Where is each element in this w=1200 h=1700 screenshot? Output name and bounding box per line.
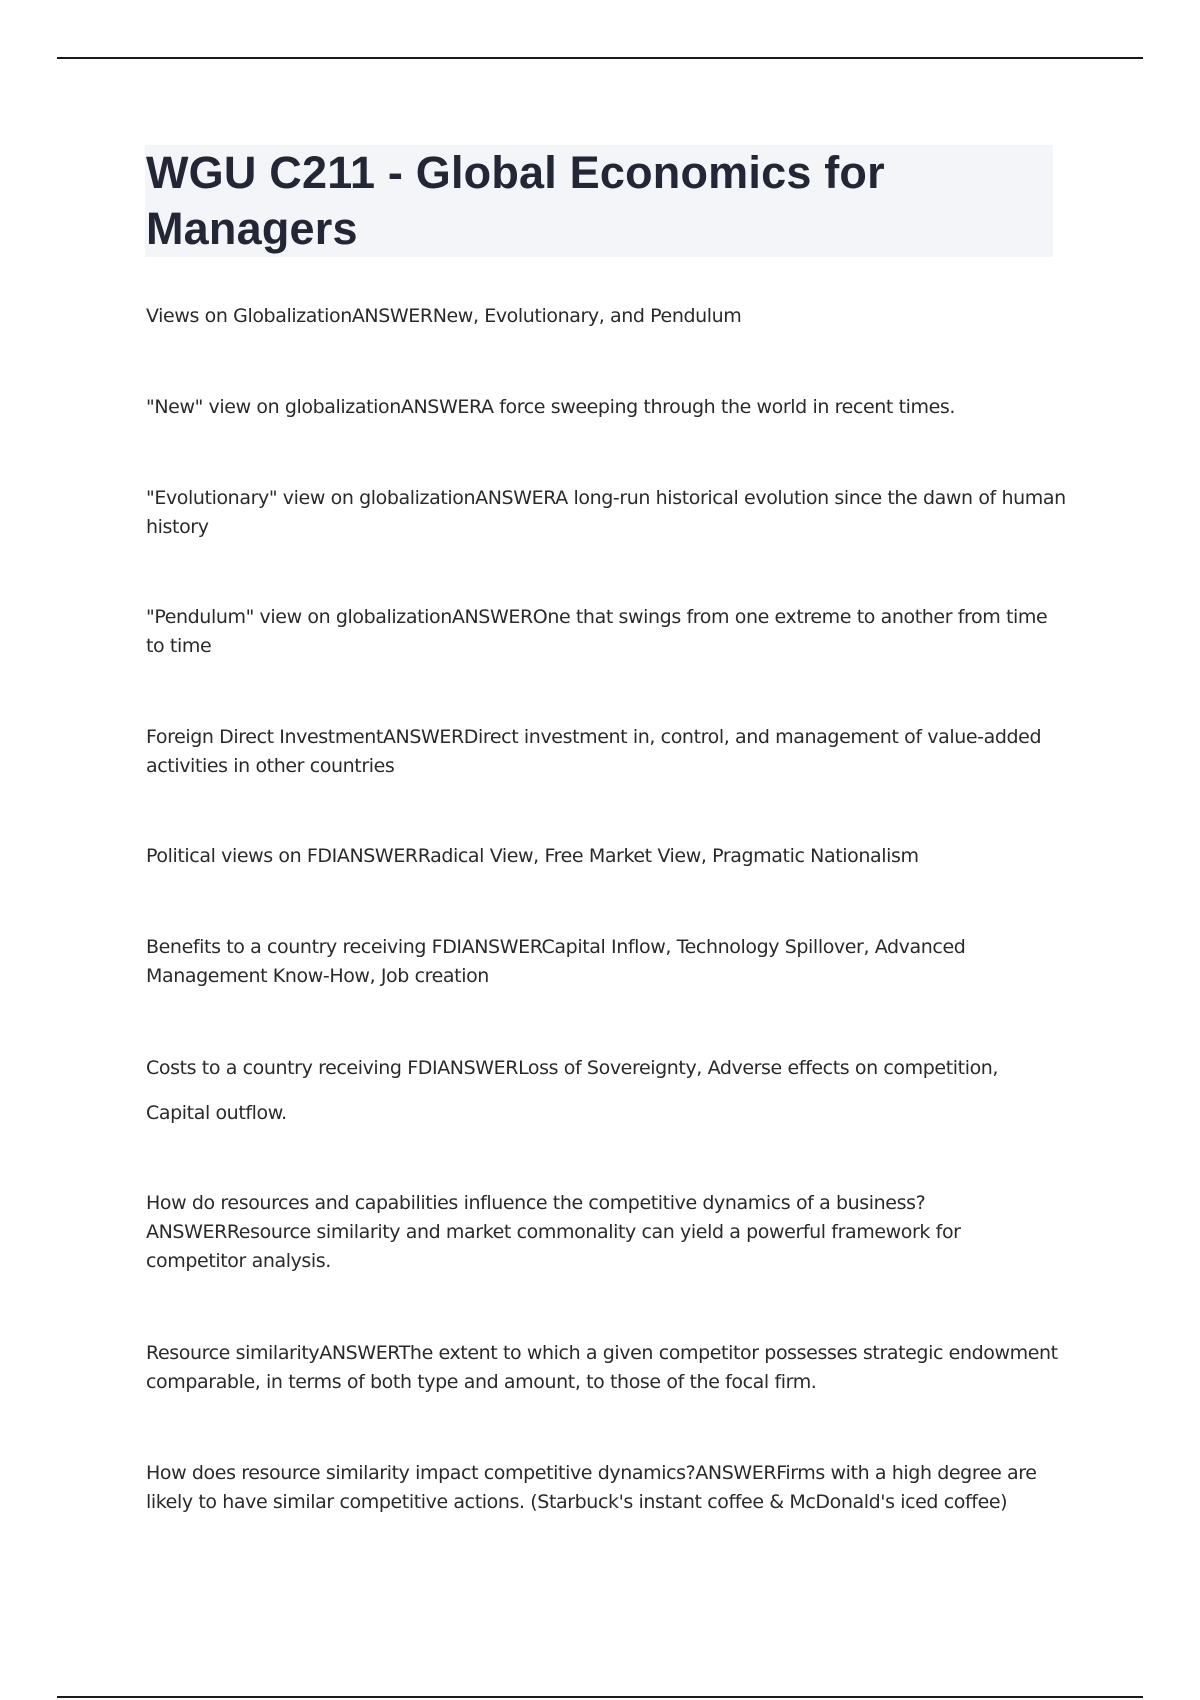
qa-entry: "Pendulum" view on globalizationANSWEROne that swings from one extreme to another from time to time — [146, 606, 1048, 657]
qa-entry: Costs to a country receiving FDIANSWERLoss of Sovereignty, Adverse effects on competition, — [146, 1057, 999, 1079]
qa-entry: Benefits to a country receiving FDIANSWERCapital Inflow, Technology Spillover, Advanced Management Know-How, Job creation — [146, 936, 966, 987]
qa-entry: Resource similarityANSWERThe extent to which a given competitor possesses strategic endowment comparable, in terms of both type and amount, to those of the focal firm. — [146, 1342, 1058, 1393]
qa-entry: How does resource similarity impact competitive dynamics?ANSWERFirms with a high degree are likely to have similar competitive actions. (Starbuck's instant coffee & McDonald's iced coffee) — [146, 1462, 1037, 1513]
qa-entry: Views on GlobalizationANSWERNew, Evolutionary, and Pendulum — [146, 305, 742, 327]
qa-entry: How do resources and capabilities influence the competitive dynamics of a business? ANSWERResource similarity and market commonality can yield a powerful framework for competitor analysis. — [146, 1192, 961, 1272]
qa-entry: Political views on FDIANSWERRadical View, Free Market View, Pragmatic Nationalism — [146, 845, 919, 867]
top-rule — [57, 57, 1143, 59]
qa-entry: Foreign Direct InvestmentANSWERDirect investment in, control, and management of value-added activities in other countries — [146, 726, 1042, 777]
qa-entry-continuation: Capital outflow. — [146, 1102, 287, 1124]
qa-entry: "New" view on globalizationANSWERA force sweeping through the world in recent times. — [146, 396, 956, 418]
page-title: WGU C211 - Global Economics for Managers — [146, 147, 885, 254]
bottom-rule — [57, 1696, 1143, 1698]
qa-entry: "Evolutionary" view on globalizationANSWERA long-run historical evolution since the dawn of human history — [146, 487, 1066, 538]
